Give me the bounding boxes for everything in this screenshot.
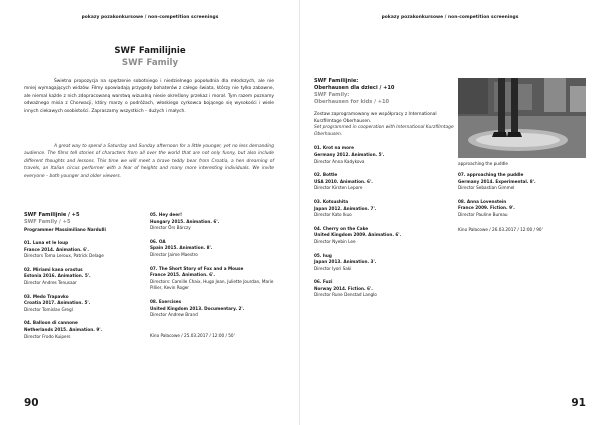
film-director: Director Frodo Kuipers <box>24 333 71 339</box>
film-director: Directors: Camille Chaix, Hugo Jean, Juliette Jourdan, Marie Pillier, Kevin Roger <box>150 278 274 291</box>
intro-text-pl: Zestaw zaprogramowany we współpracy z International Kurzfilmtage Oberhausen. <box>314 112 437 124</box>
film-entry <box>458 199 588 219</box>
film-entry <box>314 253 454 273</box>
film-director: Director Rune Denstad Langlo <box>314 292 377 298</box>
screening-venue: Kino Pałacowe / 25.03.2017 / 12:00 / 50' <box>150 332 235 338</box>
film-title: 05. Hey deer! <box>150 212 183 217</box>
film-title: 03. Kotsushita <box>314 198 349 204</box>
film-director: Director Jaime Maestro <box>150 251 198 257</box>
film-meta: Germany 2014. Experimental. 8'. <box>458 178 536 184</box>
film-title: 06. Fuzi <box>314 279 333 285</box>
film-meta: Croatia 2017. Animation. 5'. <box>24 300 91 306</box>
program-title-en: SWF Family / +5 <box>24 219 71 225</box>
film-director: Directors Toma Leroux, Patrick Delage <box>24 253 104 259</box>
film-title: 04. Balloon di cannone <box>24 320 78 326</box>
film-still-photo <box>458 78 586 158</box>
film-meta: France 2014. Animation. 6'. <box>24 246 89 252</box>
film-meta: Estonia 2016. Animation. 5'. <box>24 273 91 279</box>
photo-caption: approaching the puddle <box>458 161 508 166</box>
film-director: Director Kato Ikuo <box>314 212 352 218</box>
film-meta: France 2015. Animation. 6'. <box>150 272 215 278</box>
film-entry <box>24 320 144 340</box>
film-meta: USA 2010. Animation. 6'. <box>314 178 373 184</box>
film-entry <box>314 279 454 299</box>
page-number-left: 90 <box>24 397 39 409</box>
program-title-pl: SWF Familijnie / +5 <box>24 212 80 218</box>
film-title: 02. Miriami kana orastus <box>24 266 83 272</box>
page-right <box>300 0 600 425</box>
film-director: Director Örs Bárczy <box>150 225 191 231</box>
film-entry <box>150 239 280 259</box>
film-title: 07. approaching the puddle <box>458 172 524 177</box>
section-title-en: SWF Family <box>121 58 179 68</box>
film-entry <box>150 212 280 232</box>
film-meta: Japan 2012. Animation. 7'. <box>314 205 377 211</box>
film-entry <box>24 267 144 287</box>
film-title: 07. The Short Story of Fox and a Mouse <box>150 265 244 271</box>
film-director: Director Kirsten Lepore <box>314 185 363 191</box>
running-header-right: pokazy pozakonkursowe / non-competition screenings <box>381 15 519 20</box>
film-meta: France 2009. Fiction. 9'. <box>458 205 515 211</box>
puddle-photo-illustration <box>458 78 586 158</box>
program-column-2 <box>150 205 280 339</box>
film-entry <box>24 294 144 314</box>
page-number-right: 91 <box>571 397 586 409</box>
running-header-left: pokazy pozakonkursowe / non-competition screenings <box>81 15 219 20</box>
program-title-en-1: SWF Family: <box>314 92 350 98</box>
film-entry <box>314 172 454 192</box>
film-meta: United Kingdom 2009. Animation. 6'. <box>314 232 402 238</box>
film-meta: Netherlands 2015. Animation. 9'. <box>24 326 103 332</box>
film-entry <box>150 299 280 319</box>
film-entry <box>314 226 454 246</box>
film-meta: Norway 2014. Fiction. 6'. <box>314 285 373 291</box>
film-title: 06. OA <box>150 238 166 244</box>
intro-text-en: A great way to spend a Saturday and Sunday afternoon for a little younger, yet no less demanding audience. The films tell stories of characters from all over the world that are not only funny, but also include different thoughts and lessons. This time we will meet a brave teddy bear from Croatia, a hen dreaming of travels, an Italian circus performer with a fear of heights and many more interesting individuals. We invite everyone – both younger and older viewers. <box>24 144 274 179</box>
film-title: 03. Medo Trapavko <box>24 293 69 299</box>
programmer-credit: Programmer Massimiliano Nardulli <box>24 227 106 232</box>
film-director: Director Pauline Bureau <box>458 211 508 217</box>
film-meta: Spain 2015. Animation. 8'. <box>150 245 213 251</box>
program-title-pl-1: SWF Familijnie: <box>314 78 359 84</box>
film-title: 01. Luna et le loup <box>24 240 69 245</box>
film-entry <box>24 240 144 260</box>
screening-venue: Kino Pałacowe / 26.03.2017 / 12:00 / 90' <box>458 226 543 232</box>
program-title-pl-2: Oberhausen dla dzieci / +10 <box>314 85 395 91</box>
film-entry <box>150 266 280 292</box>
film-title: 04. Cherry on the Cake <box>314 225 369 231</box>
program-column-4 <box>458 165 588 233</box>
film-title: 02. Bottle <box>314 172 338 178</box>
film-title: 05. hug <box>314 252 332 258</box>
film-meta: Germany 2012. Animation. 5'. <box>314 151 385 157</box>
film-meta: Japan 2013. Animation. 3'. <box>314 259 377 265</box>
film-title: 08. Anna Lovenstein <box>458 198 507 204</box>
film-meta: Hungary 2015. Animation. 6'. <box>150 218 220 224</box>
film-entry <box>314 199 454 219</box>
film-director: Director Tomislav Gregl <box>24 306 73 312</box>
film-director: Director Andres Tenusaar <box>24 279 77 285</box>
film-director: Director Iyori Saki <box>314 265 352 271</box>
film-title: 08. Exercises <box>150 298 182 304</box>
film-director: Director Andrew Brand <box>150 312 198 318</box>
film-director: Director Nyebin Lee <box>314 238 356 244</box>
film-meta: United Kingdom 2013. Documentary. 2'. <box>150 305 245 311</box>
program-column-3 <box>314 78 454 299</box>
film-director: Director Anna Kadykova <box>314 158 365 164</box>
film-entry <box>458 172 588 192</box>
film-entry <box>314 145 454 165</box>
intro-text-en: Set programmed in cooperation with International Kurzfilmtage Oberhausen. <box>314 125 454 137</box>
program-title-en-2: Oberhausen for kids / +10 <box>314 99 390 105</box>
film-director: Director Sebastian Gimmel <box>458 185 515 191</box>
film-title: 01. Krot na more <box>314 145 354 151</box>
intro-text-pl: Świetna propozycja na spędzenie sobotniego i niedzielnego popołudnia dla młodszych, ale nie mniej wymagających widzów. Filmy opowiadają przygody bohaterów z całego świata, którzy nie tylko zabawne, ale niemal każde z nich zdopracowaną warstwą wizualną niesie określony przekaz i morał. Tym razem poznamy odważnego misia z Chorwacji, który marzy o podróżach, włoskiego cyrkowca bojącego się wysokości i wiele innych ciekawych osobistości. Zapraszamy wszystkich – dużych i małych. <box>24 79 274 114</box>
program-column-1 <box>24 212 144 340</box>
section-title-pl: SWF Familijnie <box>114 46 186 56</box>
